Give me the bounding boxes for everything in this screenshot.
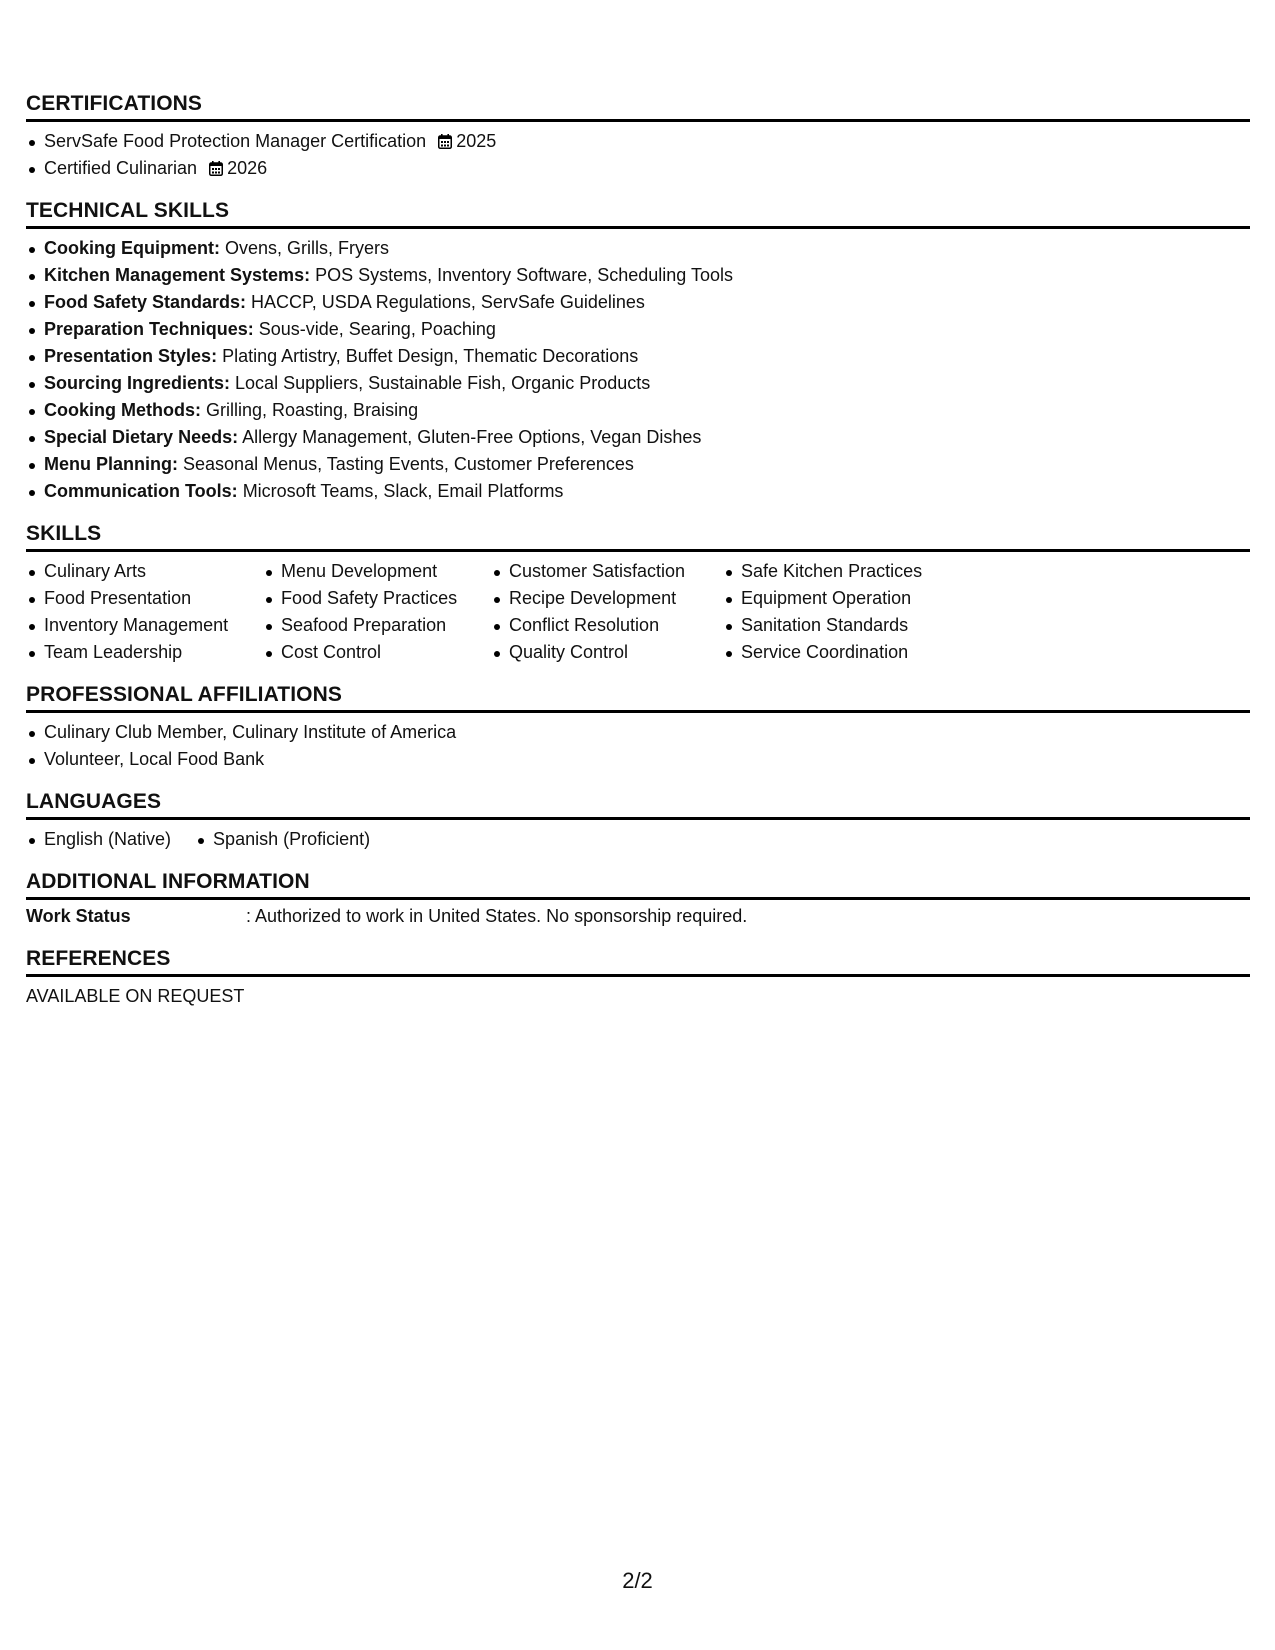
- technical-skill-value: Microsoft Teams, Slack, Email Platforms: [242, 481, 564, 501]
- affiliations-section: [26, 683, 1250, 773]
- skill-item: Team Leadership: [26, 639, 263, 666]
- affiliation-item: Culinary Club Member, Culinary Institute of America: [26, 719, 1250, 746]
- skill-item: Service Coordination: [723, 639, 963, 666]
- technical-skill-value: Ovens, Grills, Fryers: [225, 238, 390, 258]
- certification-name: ServSafe Food Protection Manager Certification: [44, 131, 427, 151]
- skill-item: Food Presentation: [26, 585, 263, 612]
- section-title-certifications: CERTIFICATIONS: [26, 92, 1250, 122]
- skill-item: Inventory Management: [26, 612, 263, 639]
- technical-skills-list: [26, 235, 1250, 505]
- skill-item: Culinary Arts: [26, 558, 263, 585]
- skill-item: Quality Control: [491, 639, 723, 666]
- skill-item: Menu Development: [263, 558, 491, 585]
- technical-skill-item: [26, 478, 1250, 505]
- work-status-label: Work Status: [26, 906, 131, 926]
- calendar-icon: [438, 134, 452, 149]
- references-text: AVAILABLE ON REQUEST: [26, 986, 245, 1006]
- technical-skill-item: [26, 343, 1250, 370]
- affiliations-list: [26, 719, 1250, 773]
- section-title-technical-skills: TECHNICAL SKILLS: [26, 199, 1250, 229]
- technical-skill-item: [26, 451, 1250, 478]
- skill-item: Sanitation Standards: [723, 612, 963, 639]
- affiliation-item: Volunteer, Local Food Bank: [26, 746, 1250, 773]
- certification-year: 2026: [227, 158, 268, 178]
- skills-column-4: [723, 558, 963, 666]
- technical-skill-label: Cooking Equipment:: [44, 238, 220, 258]
- certification-name: Certified Culinarian: [44, 158, 198, 178]
- technical-skill-label: Cooking Methods:: [44, 400, 201, 420]
- language-item: Spanish (Proficient): [195, 826, 370, 853]
- certification-item: [26, 155, 1250, 182]
- certification-item: [26, 128, 1250, 155]
- language-list-2: [195, 826, 394, 853]
- technical-skill-label: Sourcing Ingredients:: [44, 373, 231, 393]
- technical-skill-label: Food Safety Standards:: [44, 292, 247, 312]
- skill-item: Equipment Operation: [723, 585, 963, 612]
- languages-section: [26, 790, 1250, 853]
- references-section: [26, 947, 1250, 1010]
- section-title-additional-info: ADDITIONAL INFORMATION: [26, 870, 1250, 900]
- skill-item: Seafood Preparation: [263, 612, 491, 639]
- certifications-list: [26, 128, 1250, 182]
- skill-item: Cost Control: [263, 639, 491, 666]
- language-item: English (Native): [26, 826, 171, 853]
- technical-skill-value: Grilling, Roasting, Braising: [206, 400, 419, 420]
- page-number: 2/2: [622, 1568, 653, 1593]
- technical-skill-item: [26, 316, 1250, 343]
- section-title-affiliations: PROFESSIONAL AFFILIATIONS: [26, 683, 1250, 713]
- technical-skill-item: [26, 235, 1250, 262]
- section-title-references: REFERENCES: [26, 947, 1250, 977]
- technical-skill-value: HACCP, USDA Regulations, ServSafe Guidelines: [251, 292, 645, 312]
- section-title-skills: SKILLS: [26, 522, 1250, 552]
- technical-skill-item: [26, 262, 1250, 289]
- technical-skill-label: Preparation Techniques:: [44, 319, 254, 339]
- certifications-section: [26, 92, 1250, 182]
- skill-item: Food Safety Practices: [263, 585, 491, 612]
- technical-skill-item: [26, 289, 1250, 316]
- skills-section: [26, 522, 1250, 666]
- technical-skill-label: Special Dietary Needs:: [44, 427, 239, 447]
- certification-year: 2025: [456, 131, 497, 151]
- skills-columns: [26, 558, 1250, 666]
- skills-column-3: [491, 558, 723, 666]
- skill-item: Recipe Development: [491, 585, 723, 612]
- technical-skill-value: Sous-vide, Searing, Poaching: [258, 319, 496, 339]
- technical-skill-item: [26, 424, 1250, 451]
- technical-skill-label: Kitchen Management Systems:: [44, 265, 311, 285]
- skill-item: Conflict Resolution: [491, 612, 723, 639]
- skills-column-1: [26, 558, 263, 666]
- calendar-icon: [209, 161, 223, 176]
- technical-skill-value: Seasonal Menus, Tasting Events, Customer Preferences: [183, 454, 634, 474]
- language-list-1: [26, 826, 195, 853]
- technical-skill-label: Menu Planning:: [44, 454, 178, 474]
- skill-item: Customer Satisfaction: [491, 558, 723, 585]
- technical-skill-value: Plating Artistry, Buffet Design, Thematic Decorations: [222, 346, 639, 366]
- work-status-value: : Authorized to work in United States. No sponsorship required.: [246, 906, 748, 926]
- technical-skill-value: Local Suppliers, Sustainable Fish, Organic Products: [235, 373, 651, 393]
- technical-skill-item: [26, 397, 1250, 424]
- work-status-row: [26, 903, 1250, 930]
- technical-skills-section: [26, 199, 1250, 505]
- skills-column-2: [263, 558, 491, 666]
- resume-page: [26, 92, 1250, 1010]
- section-title-languages: LANGUAGES: [26, 790, 1250, 820]
- languages-list: [26, 826, 1250, 853]
- technical-skill-item: [26, 370, 1250, 397]
- skill-item: Safe Kitchen Practices: [723, 558, 963, 585]
- technical-skill-label: Communication Tools:: [44, 481, 238, 501]
- additional-info-section: [26, 870, 1250, 930]
- technical-skill-label: Presentation Styles:: [44, 346, 218, 366]
- technical-skill-value: POS Systems, Inventory Software, Scheduling Tools: [315, 265, 733, 285]
- technical-skill-value: Allergy Management, Gluten-Free Options, Vegan Dishes: [242, 427, 702, 447]
